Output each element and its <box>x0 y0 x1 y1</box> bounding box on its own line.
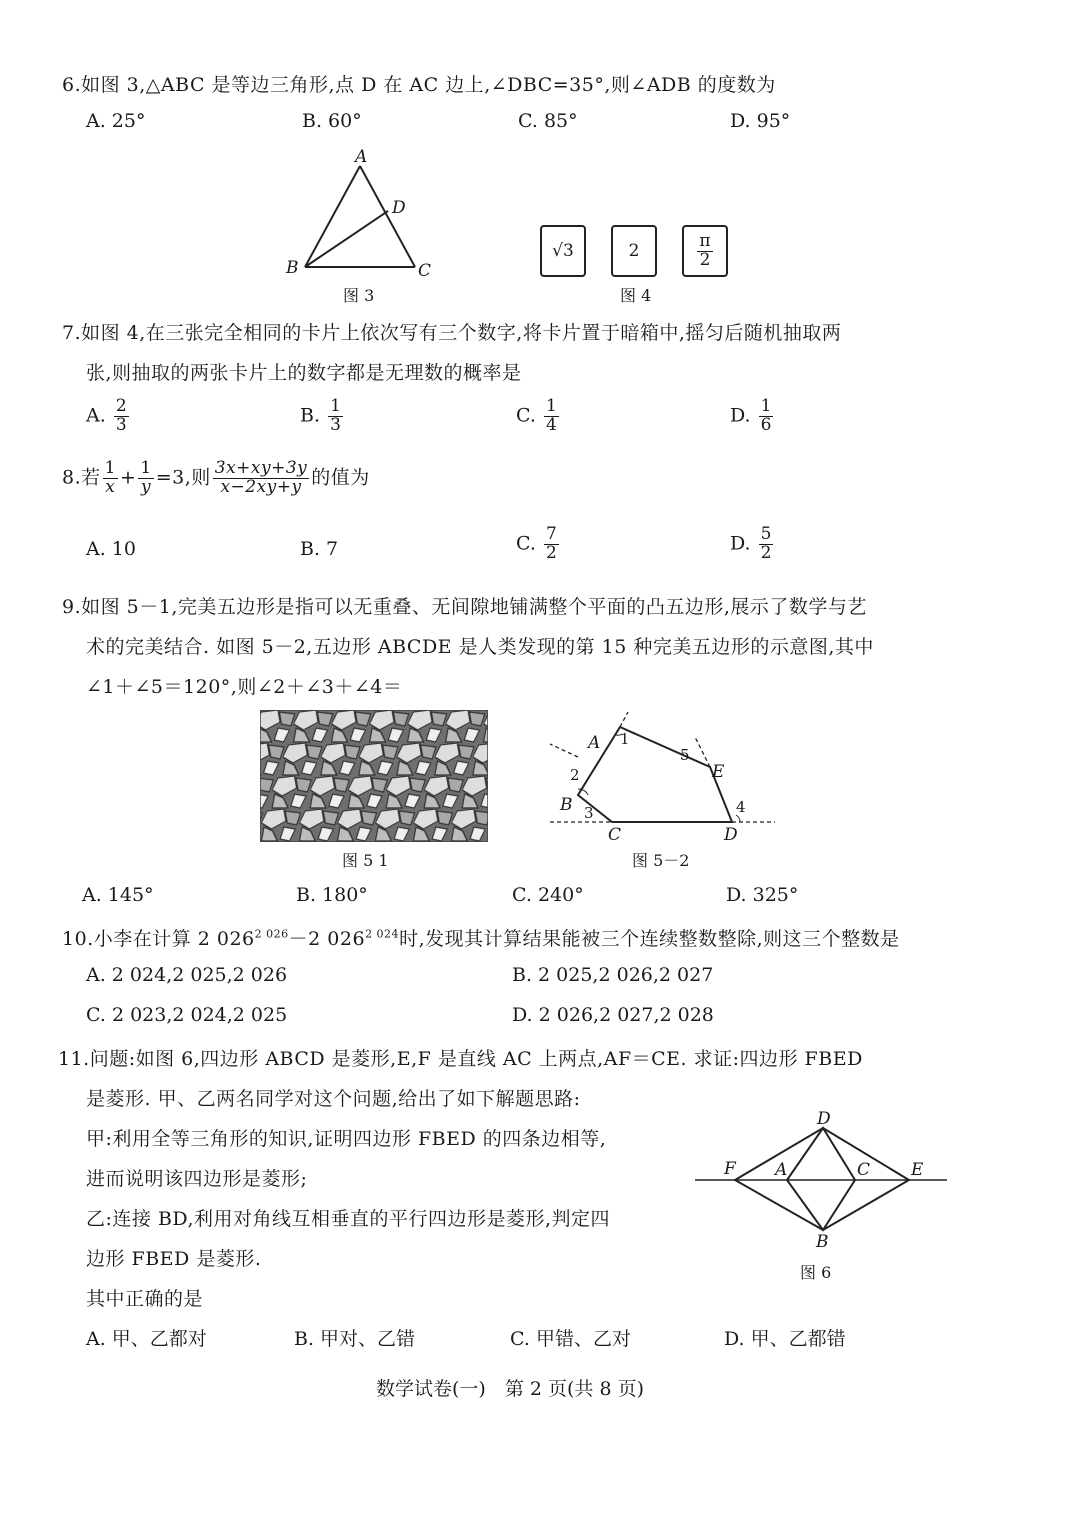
page-footer: 数学试卷(一) 第 2 页(共 8 页) <box>376 1378 644 1400</box>
figure-6-rhombus <box>695 1108 950 1248</box>
q8-stem: 8.若 $\frac{1}{x}$ + $\frac{1}{y}$ =3,则 $\frac{3x+xy+3y}{x-2xy+y}$ 的值为 <box>62 458 370 497</box>
fig5-2-angle-3: 3 <box>584 804 594 822</box>
q9-option-a: A. 145° <box>82 884 154 906</box>
fig6-label-b: B <box>816 1232 829 1248</box>
q11-jia-line1: 甲:利用全等三角形的知识,证明四边形 FBED 的四条边相等, <box>86 1128 607 1150</box>
fig5-2-angle-1: 1 <box>620 730 630 748</box>
fig6-caption: 图 6 <box>800 1263 832 1282</box>
fig3-label-c: C <box>418 261 432 281</box>
fig5-2-caption: 图 5－2 <box>632 851 690 870</box>
fig5-2-angle-5: 5 <box>680 746 690 764</box>
fig4-caption: 图 4 <box>620 286 652 305</box>
fig5-2-label-c: C <box>608 825 622 845</box>
fig5-2-label-d: D <box>724 825 738 845</box>
q8-option-c: C. $\frac{7}{2}$ <box>516 524 557 563</box>
q11-option-a: A. 甲、乙都对 <box>86 1328 207 1350</box>
fig5-1-caption: 图 5 1 <box>342 851 389 870</box>
q6-option-b: B. 60° <box>302 110 362 132</box>
q9-stem-line3: ∠1＋∠5＝120°,则∠2＋∠3＋∠4＝ <box>86 676 403 698</box>
fig5-2-angle-2: 2 <box>570 766 580 784</box>
q6-option-c: C. 85° <box>518 110 578 132</box>
q7-option-b: B. $\frac{1}{3}$ <box>300 396 341 435</box>
fig6-label-c: C <box>857 1160 871 1180</box>
fig5-2-label-e: E <box>712 762 725 782</box>
q11-option-d: D. 甲、乙都错 <box>724 1328 846 1350</box>
q7-option-c: C. $\frac{1}{4}$ <box>516 396 557 435</box>
card-sqrt3: √3 <box>540 225 586 277</box>
q11-stem-line1: 11.问题:如图 6,四边形 ABCD 是菱形,E,F 是直线 AC 上两点,AF＝CE. 求证:四边形 FBED <box>58 1048 863 1070</box>
q7-option-d: D. $\frac{1}{6}$ <box>730 396 772 435</box>
fig5-2-label-b: B <box>560 795 573 815</box>
q10-option-a: A. 2 024,2 025,2 026 <box>86 964 288 986</box>
q10-stem: 10.小李在计算 2 $026^{2 026}-2$ $026^{2 024}$时,发现其计算结果能被三个连续整数整除,则这三个整数是 <box>62 927 900 950</box>
q11-stem-line2: 是菱形. 甲、乙两名同学对这个问题,给出了如下解题思路: <box>86 1088 581 1110</box>
figure-5-2-pentagon <box>550 712 780 847</box>
q11-yi-line2: 边形 FBED 是菱形. <box>86 1248 262 1270</box>
q6-option-a: A. 25° <box>86 110 146 132</box>
q9-stem-line1: 9.如图 5－1,完美五边形是指可以无重叠、无间隙地铺满整个平面的凸五边形,展示了数学与艺 <box>62 596 867 618</box>
q9-option-b: B. 180° <box>296 884 368 906</box>
q10-option-b: B. 2 025,2 026,2 027 <box>512 964 714 986</box>
q8-option-a: A. 10 <box>86 538 136 560</box>
q11-question: 其中正确的是 <box>86 1288 204 1310</box>
q11-jia-line2: 进而说明该四边形是菱形; <box>86 1168 308 1190</box>
q7-stem-line2: 张,则抽取的两张卡片上的数字都是无理数的概率是 <box>86 362 522 384</box>
q9-option-d: D. 325° <box>726 884 799 906</box>
q10-option-c: C. 2 023,2 024,2 025 <box>86 1004 288 1026</box>
q6-stem: 6.如图 3,△ABC 是等边三角形,点 D 在 AC 边上,∠DBC=35°,则∠ADB 的度数为 <box>62 74 776 96</box>
card-pi-over-2: $\frac{\pi}{2}$ <box>682 225 728 277</box>
figure-3-triangle <box>280 145 450 285</box>
fig3-label-a: A <box>355 147 368 167</box>
fig6-label-a: A <box>775 1160 788 1180</box>
q7-option-a: A. $\frac{2}{3}$ <box>86 396 127 435</box>
fig6-label-f: F <box>724 1159 736 1179</box>
q11-option-b: B. 甲对、乙错 <box>294 1328 416 1350</box>
q8-option-d: D. $\frac{5}{2}$ <box>730 524 772 563</box>
fig3-label-b: B <box>286 258 299 278</box>
q10-option-d: D. 2 026,2 027,2 028 <box>512 1004 714 1026</box>
fig6-label-e: E <box>911 1160 924 1180</box>
q11-yi-line1: 乙:连接 BD,利用对角线互相垂直的平行四边形是菱形,判定四 <box>86 1208 611 1230</box>
q8-option-b: B. 7 <box>300 538 339 560</box>
q11-option-c: C. 甲错、乙对 <box>510 1328 631 1350</box>
fig5-2-angle-4: 4 <box>736 798 746 816</box>
q6-option-d: D. 95° <box>730 110 791 132</box>
q9-option-c: C. 240° <box>512 884 584 906</box>
q7-stem-line1: 7.如图 4,在三张完全相同的卡片上依次写有三个数字,将卡片置于暗箱中,摇匀后随机抽取两 <box>62 322 842 344</box>
card-two: 2 <box>611 225 657 277</box>
fig5-2-label-a: A <box>588 733 601 753</box>
fig3-label-d: D <box>392 198 406 218</box>
q9-stem-line2: 术的完美结合. 如图 5－2,五边形 ABCDE 是人类发现的第 15 种完美五边形的示意图,其中 <box>86 636 874 658</box>
fig3-caption: 图 3 <box>343 286 375 305</box>
fig6-label-d: D <box>817 1109 831 1129</box>
figure-5-1-tessellation-image <box>260 710 488 842</box>
